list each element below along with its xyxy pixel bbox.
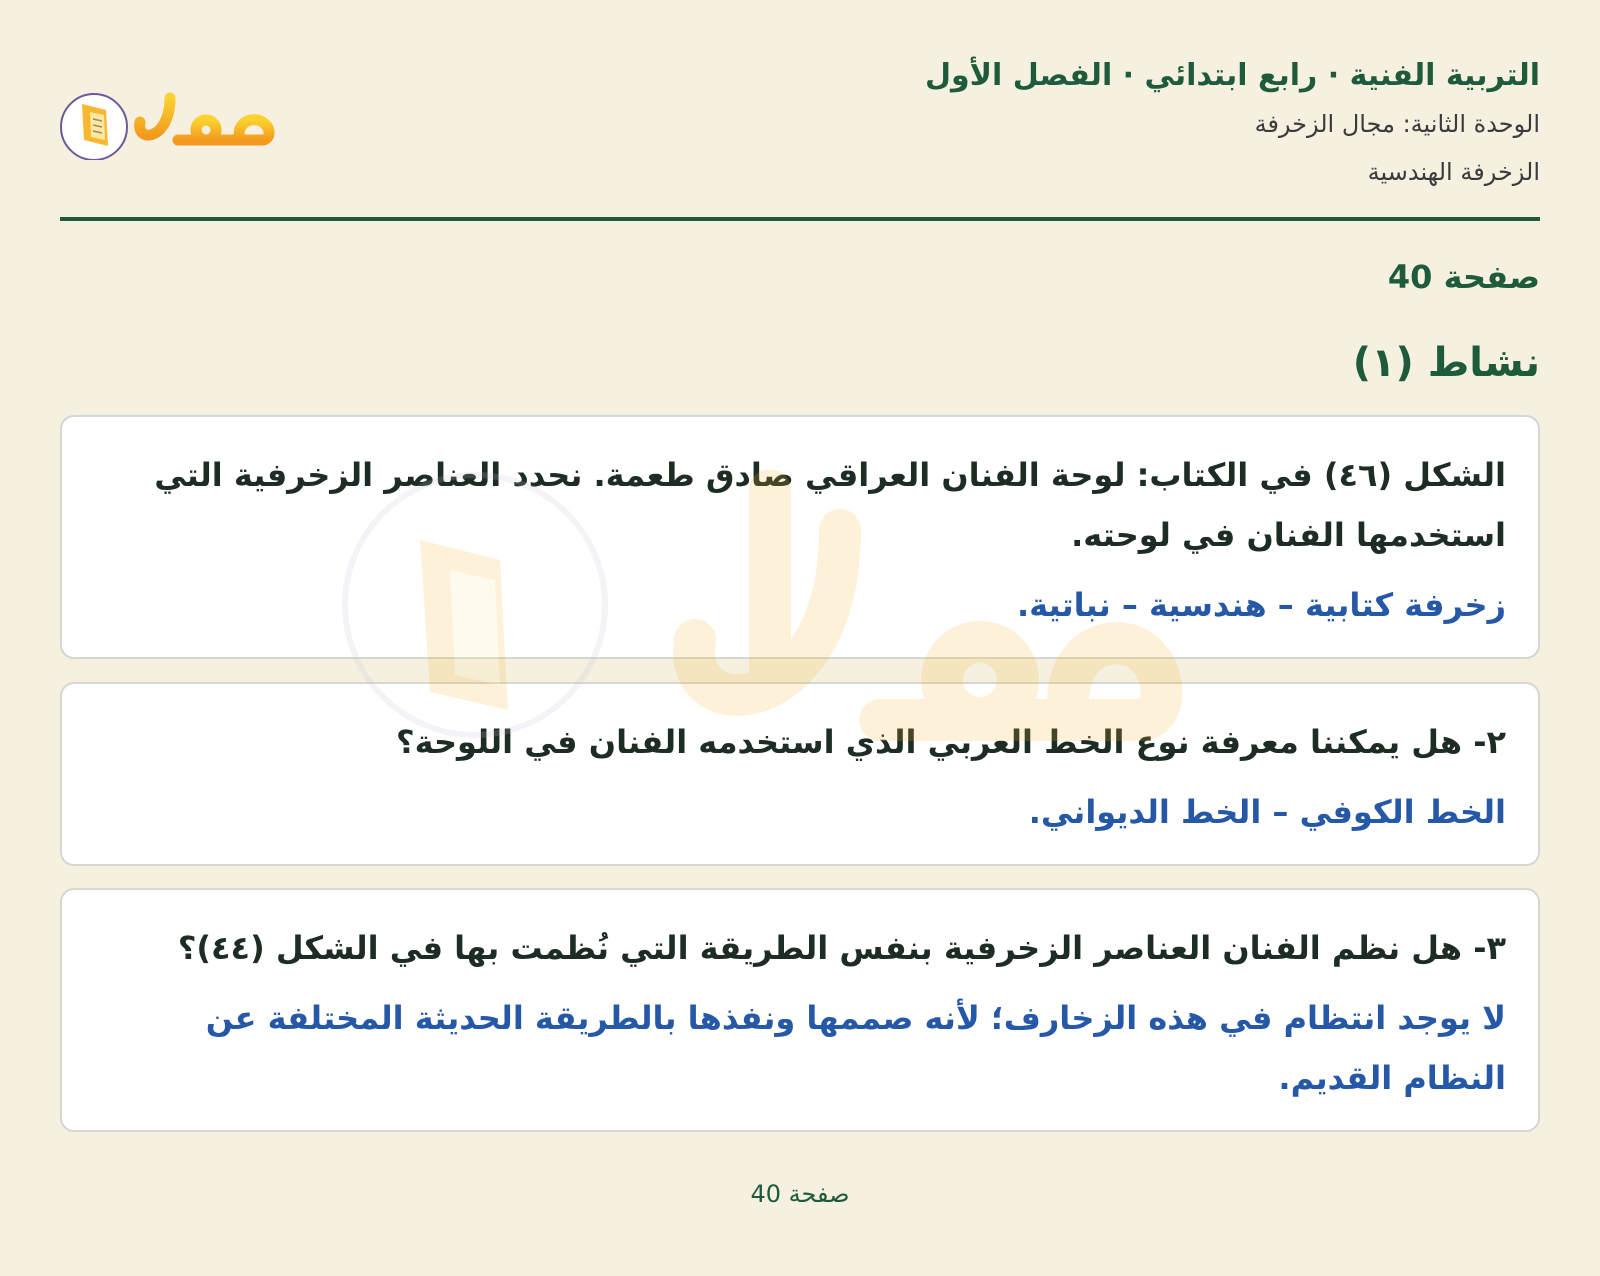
question-card-1 bbox=[60, 415, 1540, 659]
unit-title: الوحدة الثانية: مجال الزخرفة bbox=[1254, 110, 1540, 138]
answer-3: لا يوجد انتظام في هذه الزخارف؛ لأنه صممها ونفذها بالطريقة الحديثة المختلفة عن النظام القديم. bbox=[205, 999, 1506, 1097]
hlool-logo bbox=[60, 80, 280, 160]
answer-2: الخط الكوفي – الخط الديواني. bbox=[1028, 793, 1506, 831]
page bbox=[60, 0, 1540, 1276]
answer-1: زخرفة كتابية – هندسية – نباتية. bbox=[1016, 586, 1506, 624]
question-1: الشكل (٤٦) في الكتاب: لوحة الفنان العراقي صادق طعمة. نحدد العناصر الزخرفية التي استخدمها الفنان في لوحته. bbox=[154, 456, 1506, 554]
header-divider bbox=[60, 217, 1540, 221]
header bbox=[60, 52, 1540, 212]
question-2: ٢- هل يمكننا معرفة نوع الخط العربي الذي استخدمه الفنان في اللوحة؟ bbox=[396, 723, 1506, 761]
header-titles bbox=[925, 52, 1540, 196]
subject-title: التربية الفنية · رابع ابتدائي · الفصل الأول bbox=[925, 58, 1540, 93]
question-card-3 bbox=[60, 888, 1540, 1132]
activity-heading: نشاط (١) bbox=[1352, 340, 1540, 386]
page-heading: صفحة 40 bbox=[1387, 258, 1540, 296]
question-3: ٣- هل نظم الفنان العناصر الزخرفية بنفس الطريقة التي نُظمت بها في الشكل (٤٤)؟ bbox=[177, 929, 1506, 967]
book-icon bbox=[61, 94, 127, 160]
svg-text:حلول: حلول bbox=[208, 156, 212, 157]
lesson-title: الزخرفة الهندسية bbox=[1367, 158, 1540, 186]
question-card-2 bbox=[60, 682, 1540, 866]
page-footer: صفحة 40 bbox=[750, 1180, 850, 1208]
